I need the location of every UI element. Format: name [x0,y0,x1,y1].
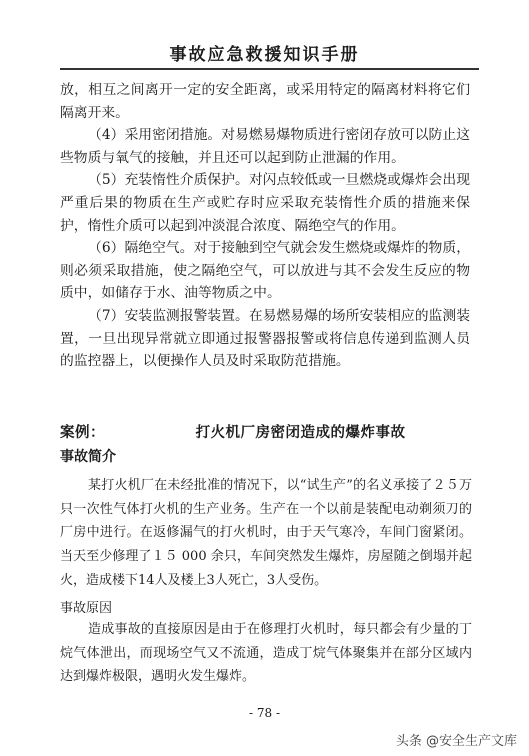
case-heading [60,421,480,442]
body-text [60,79,470,373]
header-divider [60,68,479,70]
paragraph-item-6: （6）隔绝空气。对于接触到空气就会发生燃烧或爆炸的物质，则必须采取措施，使之隔绝空气，可以放进与其不会发生反应的物质中，如储存于水、油等物质之中。 [60,240,470,302]
section-heading-cause: 事故原因 [60,601,113,616]
page-header-title: 事故应急救援知识手册 [169,45,360,65]
case-intro-paragraph: 某打火机厂在未经批准的情况下，以“试生产”的名义承接了２５万只一次性气体打火机的生产业务。生产在一个以前是装配电动剃须刀的厂房中进行。在返修漏气的打火机时，由于天气寒冷，车间门窗紧闭。当天至少修理了１５ 000 余只，车间突然发生爆炸，房屋随之倒塌并起火，造成楼下14人及楼上3人死亡，3人受伤。 [60,478,472,588]
source-watermark: 头条 @安全生产文库 [395,734,517,749]
case-title: 打火机厂房密闭造成的爆炸事故 [195,425,406,441]
case-label: 案例： [60,425,105,441]
case-cause-paragraph: 造成事故的直接原因是由于在修理打火机时，每只都会有少量的丁烷气体泄出，而现场空气又不流通，造成丁烷气体聚集并在部分区域内达到爆炸极限，遇明火发生爆炸。 [60,622,472,685]
page-number: - 78 - [248,706,280,720]
case-intro-text-block [60,474,472,593]
paragraph-item-4: （4）采用密闭措施。对易燃易爆物质进行密闭存放可以防止这些物质与氧气的接触，并且还可以起到防止泄漏的作用。 [60,127,470,166]
section-heading-intro: 事故简介 [60,449,116,465]
case-cause-text-block [60,618,472,689]
paragraph-item-5: （5）充装惰性介质保护。对闪点较低或一旦燃烧或爆炸会出现严重后果的物质在生产或贮存时应采取充装惰性介质的措施来保护，惰性介质可以起到冲淡混合浓度、隔绝空气的作用。 [60,172,470,234]
paragraph-item-7: （7）安装监测报警装置。在易燃易爆的场所安装相应的监测装置，一旦出现异常就立即通过报警器报警或将信息传递到监测人员的监控器上，以便操作人员及时采取防范措施。 [60,307,470,370]
paragraph-continuation: 放，相互之间离开一定的安全距离，或采用特定的隔离材料将它们隔离开来。 [60,82,470,121]
